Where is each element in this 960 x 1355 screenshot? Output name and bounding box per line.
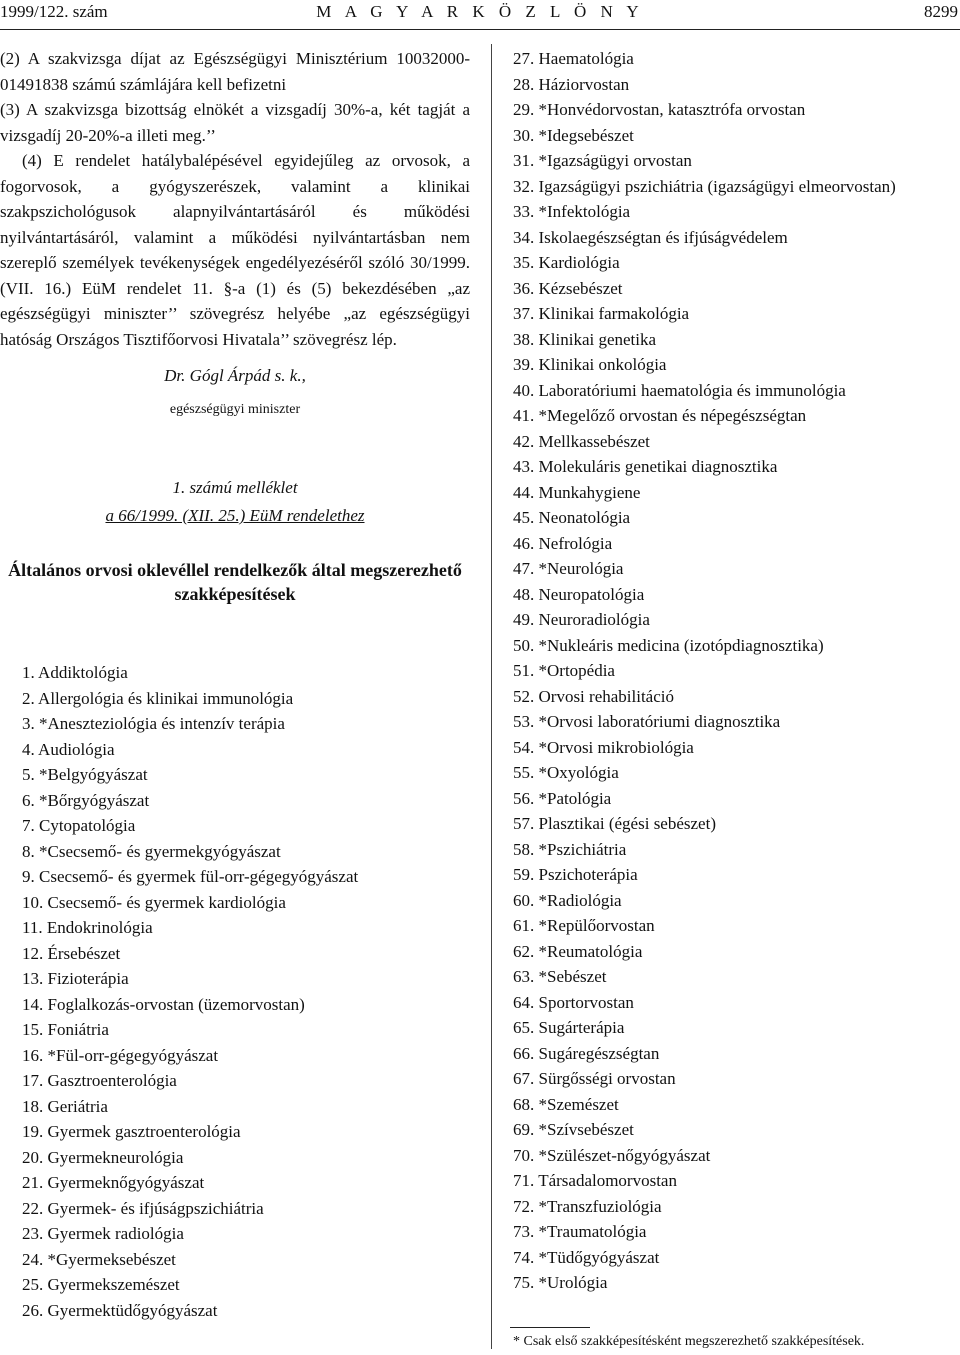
list-item: 13. Fizioterápia (22, 969, 129, 988)
list-item: 49. Neuroradiológia (513, 610, 650, 629)
list-item: 17. Gasztroenterológia (22, 1071, 177, 1090)
list-item: 58. *Pszichiátria (513, 839, 627, 859)
annex-heading: Általános orvosi oklevéllel rendelkezők által megszerezhető szakképesítések (8, 560, 462, 604)
list-item: 64. Sportorvostan (513, 992, 634, 1012)
list-item: 27. Haematológia (513, 49, 634, 68)
list-item: 39. Klinikai onkológia (513, 355, 667, 374)
list-item: 41. *Megelőző orvostan és népegészségtan (513, 406, 807, 425)
list-item: 60. *Radiológia (513, 890, 622, 910)
list-item: 19. Gyermek gasztroenterológia (22, 1122, 241, 1141)
list-item: 36. Kézsebészet (513, 278, 623, 298)
list-item: 30. *Idegsebészet (513, 125, 634, 145)
list-item: 59. Pszichoterápia (513, 865, 638, 884)
page-header (0, 2, 960, 26)
list-item: 33. *Infektológia (513, 202, 631, 221)
list-item: 16. *Fül-orr-gégegyógyászat (22, 1045, 219, 1065)
list-item: 45. Neonatológia (513, 508, 631, 527)
list-item: 67. Sürgősségi orvostan (513, 1069, 676, 1088)
list-item: 44. Munkahygiene (513, 482, 641, 502)
list-item: 5. *Belgyógyászat (22, 765, 148, 784)
annex-reference: a 66/1999. (XII. 25.) EüM rendelethez (105, 506, 365, 525)
list-item: 75. *Urológia (513, 1273, 608, 1292)
list-item: 61. *Repülőorvostan (513, 916, 655, 935)
page-number: 8299 (924, 2, 958, 21)
signature-title: egészségügyi miniszter (169, 402, 301, 417)
list-item: 32. Igazságügyi pszichiátria (igazságügyi elmeorvostan) (513, 176, 896, 196)
list-item: 9. Csecsemő- és gyermek fül-orr-gégegyógyászat (22, 867, 359, 886)
list-item: 10. Csecsemő- és gyermek kardiológia (22, 892, 286, 912)
list-item: 3. *Aneszteziológia és intenzív terápia (22, 714, 285, 733)
list-item: 57. Plasztikai (égési sebészet) (513, 814, 716, 833)
list-item: 11. Endokrinológia (22, 918, 153, 937)
list-item: 4. Audiológia (22, 739, 115, 759)
list-item: 50. *Nukleáris medicina (izotópdiagnosztika) (513, 635, 824, 655)
list-item: 42. Mellkassebészet (513, 431, 650, 451)
list-item: 28. Háziorvostan (513, 74, 630, 94)
list-item: 12. Érsebészet (22, 943, 121, 963)
list-item: 48. Neuropatológia (513, 584, 645, 604)
list-item: 15. Foniátria (22, 1020, 109, 1039)
left-column (0, 46, 470, 352)
list-item: 25. Gyermekszemészet (22, 1275, 180, 1294)
qualification-list-right (513, 46, 896, 1296)
list-item: 22. Gyermek- és ifjúságpszichiátria (22, 1198, 264, 1218)
list-item: 72. *Transzfuziológia (513, 1196, 662, 1216)
list-item: 47. *Neurológia (513, 559, 624, 578)
paragraph-2: (2) A szakvizsga díjat az Egészségügyi Minisztérium 10032000-01491838 számú számlájára kell befizetni (0, 49, 470, 94)
footnote: * Csak első szakképesítésként megszerezhető szakképesítések. (513, 1334, 865, 1349)
list-item: 7. Cytopatológia (22, 816, 136, 835)
list-item: 63. *Sebészet (513, 967, 607, 986)
list-item: 51. *Ortopédia (513, 661, 615, 680)
list-item: 31. *Igazságügyi orvostan (513, 151, 692, 170)
list-item: 23. Gyermek radiológia (22, 1224, 184, 1243)
list-item: 53. *Orvosi laboratóriumi diagnosztika (513, 712, 781, 731)
list-item: 70. *Szülészet-nőgyógyászat (513, 1145, 711, 1165)
list-item: 73. *Traumatológia (513, 1222, 647, 1241)
list-item: 52. Orvosi rehabilitáció (513, 686, 674, 706)
list-item: 71. Társadalomorvostan (513, 1171, 677, 1190)
list-item: 40. Laboratóriumi haematológia és immunológia (513, 380, 846, 400)
header-rule (0, 29, 960, 30)
list-item: 62. *Reumatológia (513, 941, 643, 961)
list-item: 74. *Tüdőgyógyászat (513, 1247, 660, 1267)
signature-name: Dr. Gógl Árpád s. k., (164, 366, 306, 385)
list-item: 56. *Patológia (513, 788, 612, 808)
publication-title: M A G Y A R K Ö Z L Ö N Y (316, 2, 644, 21)
list-item: 55. *Oxyológia (513, 763, 619, 782)
footnote-rule (510, 1327, 590, 1328)
list-item: 20. Gyermekneurológia (22, 1147, 184, 1167)
list-item: 35. Kardiológia (513, 253, 620, 272)
paragraph-3: (3) A szakvizsga bizottság elnökét a vizsgadíj 30%-a, két tagját a vizsgadíj 20-20%-a illeti meg.’’ (0, 100, 470, 145)
list-item: 8. *Csecsemő- és gyermekgyógyászat (22, 841, 281, 861)
list-item: 6. *Bőrgyógyászat (22, 790, 150, 810)
list-item: 69. *Szívsebészet (513, 1120, 634, 1139)
list-item: 68. *Szemészet (513, 1094, 619, 1114)
list-item: 1. Addiktológia (22, 663, 128, 682)
list-item: 46. Nefrológia (513, 533, 613, 553)
list-item: 14. Foglalkozás-orvostan (üzemorvostan) (22, 994, 305, 1014)
list-item: 38. Klinikai genetika (513, 329, 657, 349)
list-item: 43. Molekuláris genetikai diagnosztika (513, 457, 778, 476)
list-item: 34. Iskolaegészségtan és ifjúságvédelem (513, 227, 788, 247)
list-item: 21. Gyermeknőgyógyászat (22, 1173, 205, 1192)
list-item: 54. *Orvosi mikrobiológia (513, 737, 694, 757)
paragraph-4: (4) E rendelet hatálybalépésével egyidejűleg az orvosok, a fogorvosok, a gyógyszerészek, valamint a klinikai szakpszichológusok alapnyilvántartásáról és működési nyilvántartásáról, valamint a működési nyilvántartásban nem szereplő személyek tevékenységek engedélyezéséről szóló 30/1999. (VII. 16.) EüM rendelet 11. §-a (1) és (5) bekezdésében „az egészségügyi miniszter’’ szövegrész helyébe „az egészségügyi hatóság Országos Tisztifőorvosi Hivatala’’ szövegrész lép. (0, 151, 470, 349)
column-divider (491, 44, 492, 1349)
list-item: 24. *Gyermeksebészet (22, 1249, 176, 1269)
list-item: 2. Allergológia és klinikai immunológia (22, 688, 294, 708)
list-item: 29. *Honvédorvostan, katasztrófa orvostan (513, 100, 806, 119)
annex-number: 1. számú melléklet (172, 478, 298, 497)
list-item: 66. Sugáregészségtan (513, 1043, 660, 1063)
list-item: 26. Gyermektüdőgyógyászat (22, 1300, 218, 1320)
list-item: 18. Geriátria (22, 1096, 108, 1116)
list-item: 37. Klinikai farmakológia (513, 304, 690, 323)
list-item: 65. Sugárterápia (513, 1018, 625, 1037)
qualification-list-left (22, 660, 358, 1323)
issue-number: 1999/122. szám (0, 2, 108, 21)
